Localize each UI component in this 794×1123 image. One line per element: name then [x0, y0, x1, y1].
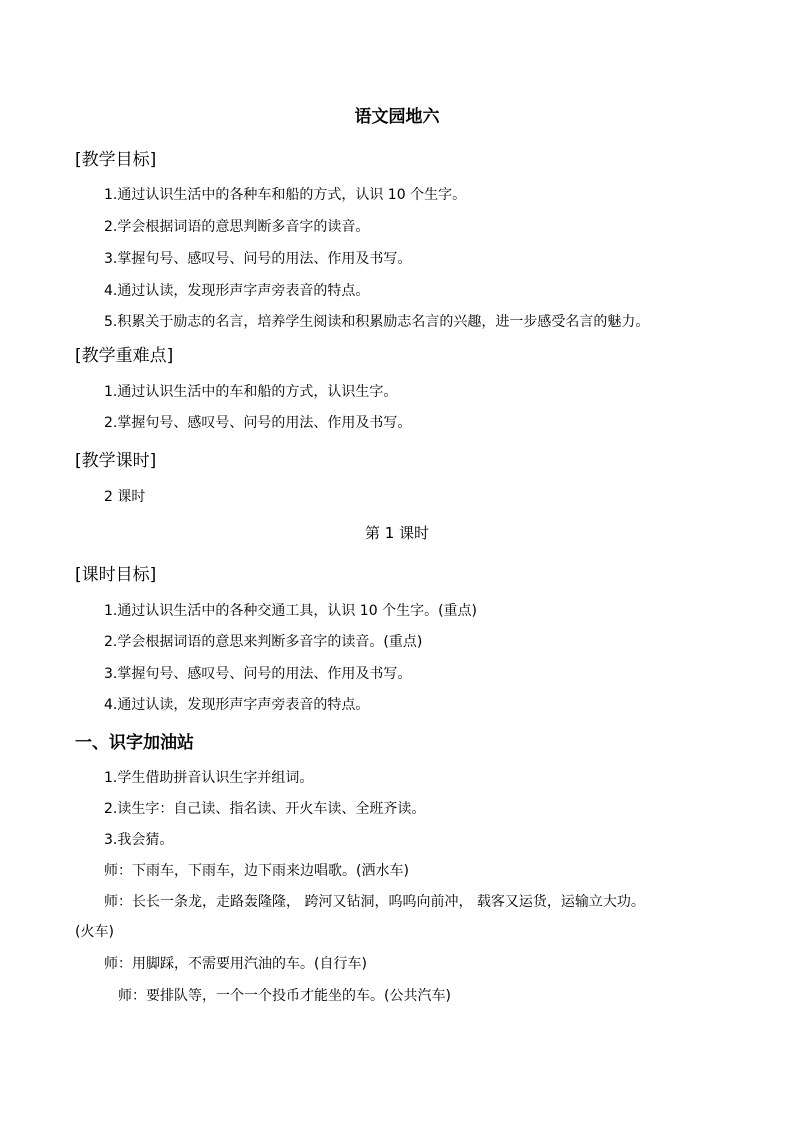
part1-line: 3.我会猜。 — [104, 832, 174, 848]
key-point-item: 1.通过认识生活中的车和船的方式，认识生字。 — [104, 384, 398, 400]
part1-line: 师：要排队等，一个一个投币才能坐的车。(公共汽车) — [118, 988, 451, 1004]
lesson-goal-item: 2.学会根据词语的意思来判断多音字的读音。(重点) — [104, 634, 423, 650]
goal-item: 1.通过认识生活中的各种车和船的方式，认识 10 个生字。 — [104, 187, 467, 203]
section-heading-key-points: [教学重难点] — [75, 346, 174, 366]
lesson-goal-item: 3.掌握句号、感叹号、问号的用法、作用及书写。 — [104, 666, 412, 682]
section-heading-lesson-goals: [课时目标] — [75, 565, 157, 585]
part1-line: 师：长长一条龙，走路轰隆隆， 跨河又钻洞，呜呜向前冲， 载客又运货，运输立大功。 — [104, 894, 645, 910]
hours-value: 2 课时 — [104, 489, 146, 505]
section-heading-hours: [教学课时] — [75, 451, 157, 471]
lesson-goal-item: 4.通过认读，发现形声字声旁表音的特点。 — [104, 697, 370, 713]
goal-item: 3.掌握句号、感叹号、问号的用法、作用及书写。 — [104, 251, 412, 267]
part1-line: 师：用脚踩，不需要用汽油的车。(自行车) — [104, 956, 367, 972]
goal-item: 5.积累关于励志的名言，培养学生阅读和积累励志名言的兴趣，进一步感受名言的魅力。 — [104, 314, 650, 330]
part1-heading: 一、识字加油站 — [75, 733, 194, 753]
part1-line: 师：下雨车，下雨车，边下雨来边唱歌。(洒水车) — [104, 863, 409, 879]
goal-item: 4.通过认读，发现形声字声旁表音的特点。 — [104, 283, 370, 299]
key-point-item: 2.掌握句号、感叹号、问号的用法、作用及书写。 — [104, 415, 412, 431]
part1-line: (火车) — [75, 924, 114, 940]
goal-item: 2.学会根据词语的意思判断多音字的读音。 — [104, 219, 370, 235]
part1-line: 2.读生字：自己读、指名读、开火车读、全班齐读。 — [104, 801, 426, 817]
part1-line: 1.学生借助拼音认识生字并组词。 — [104, 770, 314, 786]
lesson-title: 第 1 课时 — [364, 524, 430, 542]
section-heading-goals: [教学目标] — [75, 150, 157, 170]
document-title: 语文园地六 — [354, 107, 440, 127]
lesson-goal-item: 1.通过认识生活中的各种交通工具，认识 10 个生字。(重点) — [104, 603, 477, 619]
